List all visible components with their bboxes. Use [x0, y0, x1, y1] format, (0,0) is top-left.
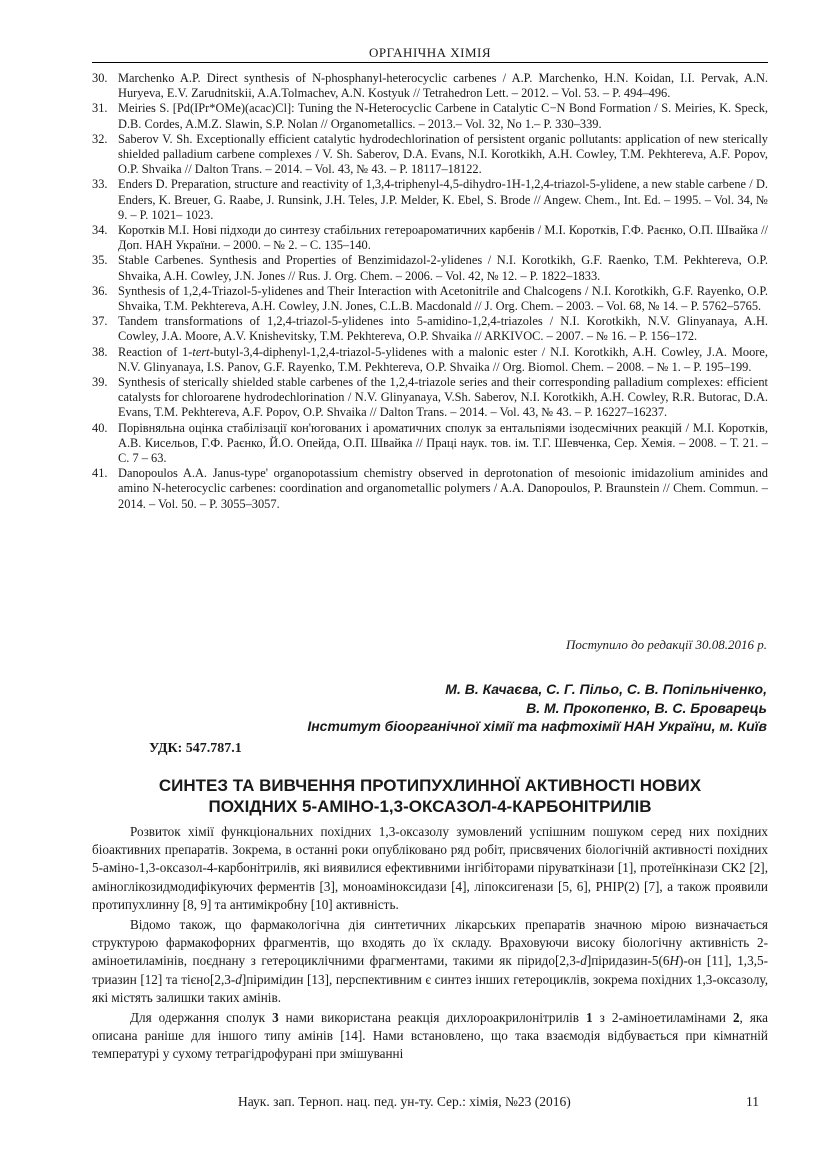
italic-symbol: d — [235, 971, 242, 987]
reference-text-italic: tert — [192, 344, 210, 359]
paragraph-text: Для одержання сполук — [130, 1010, 273, 1026]
paragraph-text: ]піридазин-5(6 — [586, 953, 670, 969]
paragraph-text: ]піримідин [13], перспективним є синтез інших гетероциклів, зокрема похідних 1,3-оксазолу, які містять залишки таких амінів. — [92, 971, 768, 1005]
reference-number: 31. — [92, 101, 108, 116]
reference-item — [92, 177, 768, 223]
body-paragraph — [92, 916, 768, 1007]
udc-code: УДК: 547.787.1 — [149, 741, 242, 756]
reference-text: Stable Carbenes. Synthesis and Properties of Benzimidazol-2-ylidenes / N.I. Korotkikh, G.F. Raenko, T.M. Pekhtereva, O.P. Shvaika, A.H. Cowley, J.N. Jones // Rus. J. Org. Chem. – 2006. – Vol. 42, № 12. – P. 1822–1833. — [118, 253, 768, 283]
reference-number: 36. — [92, 283, 108, 298]
journal-footer: Наук. зап. Терноп. нац. пед. ун-ту. Сер.: хімія, №23 (2016) — [238, 1094, 571, 1109]
reference-item — [92, 132, 768, 178]
reference-number: 38. — [92, 344, 108, 359]
compound-number: 3 — [272, 1010, 279, 1026]
reference-item — [92, 284, 768, 314]
italic-symbol: d — [580, 953, 587, 969]
reference-number: 40. — [92, 420, 108, 435]
compound-number: 2 — [732, 1010, 740, 1026]
reference-item — [92, 314, 768, 344]
article-title — [92, 775, 768, 817]
reference-number: 30. — [92, 71, 108, 85]
paragraph-text: , яка описана раніше для іншого типу амінів [14]. Нами встановлено, що така взаємодія відбувається при кімнатній температурі у сухому тетрагідрофурані при змішуванні — [92, 1010, 768, 1062]
paragraph-text: )-он [11], 1,3,5-триазин [12] та тієно[2,3- — [92, 953, 768, 987]
running-header: ОРГАНІЧНА ХІМІЯ — [368, 45, 492, 60]
reference-number: 39. — [92, 375, 108, 390]
article-title-line: ПОХІДНИХ 5-АМІНО-1,3-ОКСАЗОЛ-4-КАРБОНІТРИЛІВ — [208, 797, 652, 816]
reference-item — [92, 253, 768, 283]
paragraph-text: нами використана реакція дихлороакрилонітрилів — [278, 1010, 587, 1026]
body-paragraph — [92, 1009, 768, 1064]
page-number: 11 — [746, 1094, 759, 1109]
reference-text-part: -butyl-3,4-diphenyl-1,2,4-triazol-5-ylidenes with a malonic ester / N.I. Korotkikh, A.H. Cowley, J.A. Moore, N.V. Glinyanaya, I.S. Panov, G.F. Rayenko, T.M. Pekhtereva, O.P. Shvaika // Org. Biomol. Chem. – 2008. – № 1. – P. 195–199. — [118, 344, 768, 374]
reference-text: Tandem transformations of 1,2,4-triazol-5-ylidenes into 5-amidino-1,2,4-triazoles / N.I. Korotkikh, N.V. Glinyanaya, A.H. Cowley, J.A. Moore, A.V. Knishevitsky, T.M. Pekhtereva, O.P. Shvaika // ARKIVOC. – 2007. – № 16. – P. 156–172. — [118, 314, 768, 344]
compound-number: 1 — [586, 1010, 593, 1026]
reference-number: 34. — [92, 223, 108, 238]
reference-number: 37. — [92, 314, 108, 329]
paragraph-text: Відомо також, що фармакологічна дія синтетичних лікарських препаратів значною мірою визначається структурою фармакофорних фрагментів, що входять до їх складу. Враховуючи високу біологічну активність 2-аміноетиламінів, поєднану з гетероциклічними фрагментами, такими як піридо[2,3- — [92, 917, 768, 969]
reference-item — [92, 345, 768, 375]
paragraph-text: з 2-аміноетиламінами — [592, 1010, 733, 1026]
reference-number: 33. — [92, 177, 108, 192]
reference-text-part: Reaction of 1- — [118, 344, 193, 359]
reference-text: Коротків М.І. Нові підходи до синтезу стабільних гетероароматичних карбенів / М.І. Коротків, Г.Ф. Раєнко, О.П. Швайка // Доп. НАН України. – 2000. – № 2. – С. 135–140. — [118, 223, 768, 253]
reference-item — [92, 101, 768, 131]
header-divider — [92, 62, 768, 63]
author-block — [307, 680, 767, 736]
author-names: В. М. Прокопенко, В. С. Броварець — [526, 699, 767, 716]
reference-item — [92, 421, 768, 467]
italic-symbol: H — [669, 953, 679, 969]
reference-list — [92, 71, 768, 512]
reference-text: Marchenko A.P. Direct synthesis of N-phosphanyl-heterocyclic carbenes / A.P. Marchenko, H.N. Koidan, I.I. Pervak, A.N. Huryeva, E.V. Zarudnitskii, A.A.Tolmachev, A.N. Kostyuk // Tetrahedron Lett. – 2012. – Vol. 53. – P. 494–496. — [118, 71, 768, 101]
reference-item — [92, 71, 768, 101]
reference-text — [118, 345, 768, 375]
reference-item — [92, 466, 768, 512]
reference-text: Saberov V. Sh. Exceptionally efficient catalytic hydrodechlorination of persistent organic pollutants: application of new sterically shielded palladium carbene complexes / V. Sh. Saberov, D.A. Evans, N.I. Korotkikh, A.H. Cowley, T.M. Pekhtereva, A.F. Popov, O.P. Shvaika // Dalton Trans. – 2014. – Vol. 43, № 43. – P. 18117–18122. — [118, 131, 768, 177]
author-affiliation: Інститут біоорганічної хімії та нафтохімії НАН України, м. Київ — [307, 718, 767, 734]
author-names: М. В. Качаєва, С. Г. Пільо, С. В. Попільніченко, — [445, 681, 767, 697]
reference-item — [92, 223, 768, 253]
body-paragraph: Розвиток хімії функціональних похідних 1,3-оксазолу зумовлений успішним пошуком серед них похідних біоактивних препаратів. Зокрема, в останні роки опубліковано ряд робіт, присвячених біологічній активності похідних 5-аміно-1,3-оксазол-4-карбонітрилів, які виявилися ефективними інгібіторами піруваткінази [1], протеїнкінази СК2 [2], аміноглікозидмодифікуючих ферментів [3], моноаміноксидази [4], ліпоксигенази [5, 6], PHIP(2) [7], а також проявили протипухлинну [8, 9] та антимікробну [10] активність. — [92, 824, 768, 912]
reference-number: 41. — [92, 466, 108, 481]
reference-text: Synthesis of 1,2,4-Triazol-5-ylidenes and Their Interaction with Acetonitrile and Chalcogens / N.I. Korotkikh, G.F. Rayenko, O.P. Shvaika, T.M. Pekhtereva, A.H. Cowley, J.N. Jones, C.L.B. Macdonald // J. Org. Chem. – 2003. – Vol. 68, № 14. – P. 5762–5765. — [118, 283, 768, 314]
received-date: Поступило до редакції 30.08.2016 р. — [566, 637, 767, 652]
article-body — [92, 823, 768, 1066]
reference-text: Enders D. Preparation, structure and reactivity of 1,3,4-triphenyl-4,5-dihydro-1H-1,2,4-triazol-5-ylidene, a new stable carbene / D. Enders, K. Breuer, G. Raabe, J. Runsink, J.H. Teles, J.P. Melder, K. Ebel, S. Brode // Angew. Chem., Int. Ed. – 1995. – Vol. 34, № 9. – P. 1021– 1023. — [118, 177, 768, 222]
reference-item — [92, 375, 768, 421]
article-title-line: СИНТЕЗ ТА ВИВЧЕННЯ ПРОТИПУХЛИННОЇ АКТИВНОСТІ НОВИХ — [158, 776, 702, 795]
reference-text: Danopoulos A.A. Janus-type' organopotassium chemistry observed in deprotonation of mesoionic imidazolium aminides and amino N-heterocyclic carbenes: coordination and organometallic polymers / A.A. Danopoulos, P. Braunstein // Chem. Commun. – 2014. – Vol. 50. – P. 3055–3057. — [118, 466, 768, 511]
reference-number: 35. — [92, 253, 108, 268]
reference-text: Порівняльна оцінка стабілізації кон'югованих і ароматичних сполук за ентальпіями ізодесмічних реакцій / М.І. Коротків, А.В. Кисельов, Г.Ф. Раєнко, Й.О. Опейда, О.П. Швайка // Праці наук. тов. ім. Т.Г. Шевченка, Сер. Хемія. – 2008. – Т. 21. – С. 7 – 63. — [118, 420, 768, 466]
reference-text: Synthesis of sterically shielded stable carbenes of the 1,2,4-triazole series and their corresponding palladium complexes: efficient catalysts for chloroarene hydrodechlorination / N.V. Glinyanaya, V.Sh. Saberov, N.I. Korotkikh, A.H. Cowley, R.R. Butorac, D.A. Evans, T.M. Pekhtereva, A.F. Popov, O.P. Shvaika // Dalton Trans. – 2014. – Vol. 43, № 43. – P. 16227–16237. — [118, 375, 768, 420]
reference-number: 32. — [92, 131, 108, 146]
reference-text: Meiries S. [Pd(IPr*OMe)(acac)Cl]: Tuning the N-Heterocyclic Carbene in Catalytic C−N Bond Formation / S. Meiries, K. Speck, D.B. Cordes, A.M.Z. Slawin, S.P. Nolan // Organometallics. – 2013.– Vol. 32, No 1.– P. 330–339. — [118, 101, 768, 131]
